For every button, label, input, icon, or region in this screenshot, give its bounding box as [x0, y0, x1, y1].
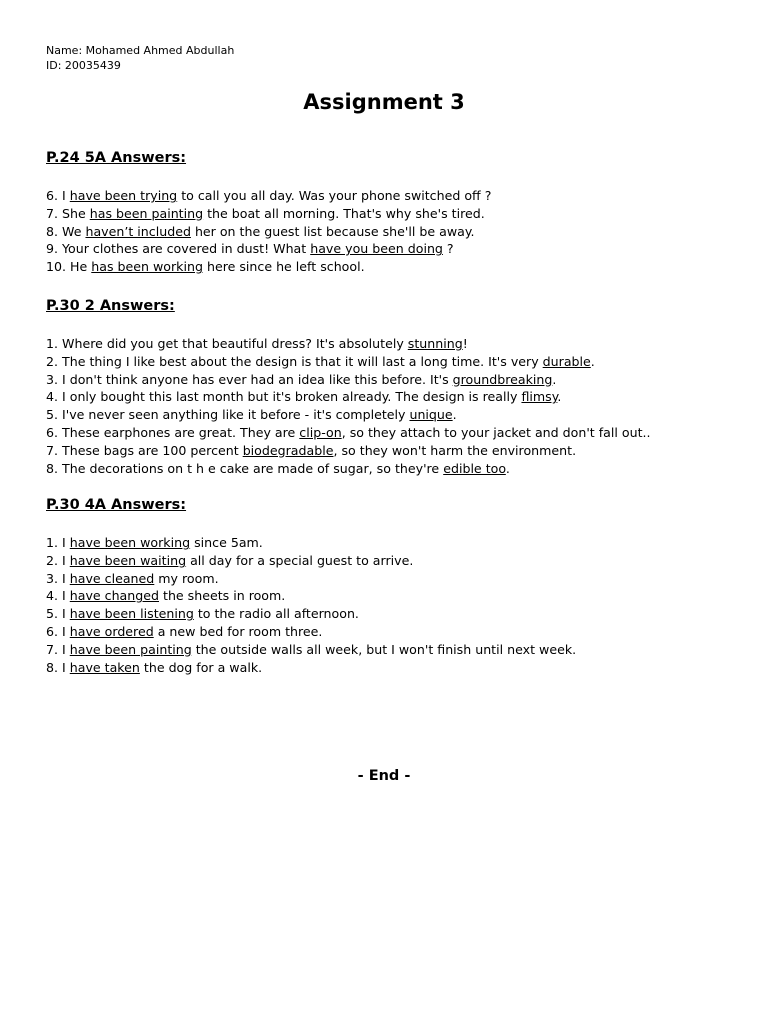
- answer-text: have you been doing: [310, 241, 443, 257]
- answer-text: biodegradable: [242, 442, 334, 458]
- answer-text: has been painting: [89, 205, 204, 221]
- answer-line: 2. The thing I like best about the design is that it will last a long time. It's very durable.: [46, 353, 595, 369]
- student-id: ID: 20035439: [46, 58, 121, 72]
- answer-list: [46, 534, 726, 676]
- answer-line: 8. The decorations on t h e cake are made of sugar, so they're edible too.: [46, 460, 510, 476]
- answer-text: have cleaned: [69, 570, 155, 586]
- answer-line: 2. I have been waiting all day for a special guest to arrive.: [46, 552, 414, 568]
- answer-text: unique: [409, 407, 453, 423]
- end-marker: - End -: [357, 768, 411, 784]
- answer-text: durable: [542, 353, 591, 369]
- answer-text: have been waiting: [69, 552, 187, 568]
- answer-text: have been trying: [69, 188, 178, 203]
- student-info: [46, 44, 234, 73]
- answer-line: 1. I have been working since 5am.: [46, 535, 263, 550]
- answer-line: 3. I have cleaned my room.: [46, 570, 219, 586]
- student-name: Name: Mohamed Ahmed Abdullah: [46, 44, 235, 57]
- answer-line: 10. He has been working here since he left school.: [46, 259, 365, 275]
- answer-line: 5. I've never seen anything like it before - it's completely unique.: [46, 407, 457, 423]
- answer-text: have been painting: [69, 641, 192, 657]
- section-p24-5a: [46, 148, 726, 276]
- answer-text: have taken: [69, 659, 140, 675]
- answer-line: 6. I have ordered a new bed for room three.: [46, 623, 323, 639]
- answer-line: 1. Where did you get that beautiful dress? It's absolutely stunning!: [46, 336, 468, 351]
- answer-text: groundbreaking: [452, 371, 553, 387]
- answer-list: [46, 335, 726, 477]
- answer-line: 6. I have been trying to call you all day. Was your phone switched off ?: [46, 188, 492, 203]
- answer-line: 8. We haven’t included her on the guest list because she'll be away.: [46, 223, 475, 239]
- answer-list: [46, 187, 726, 276]
- answer-text: has been working: [91, 259, 203, 275]
- answer-text: clip-on: [299, 424, 342, 440]
- answer-text: haven’t included: [85, 223, 191, 239]
- page-title: Assignment 3: [303, 90, 465, 114]
- section-heading: P.24 5A Answers:: [46, 150, 187, 166]
- answer-line: 6. These earphones are great. They are clip-on, so they attach to your jacket and don't fall out..: [46, 424, 651, 440]
- section-p30-2: [46, 296, 726, 477]
- answer-line: 9. Your clothes are covered in dust! What have you been doing ?: [46, 241, 454, 257]
- answer-text: stunning: [407, 336, 463, 351]
- answer-line: 4. I have changed the sheets in room.: [46, 588, 286, 604]
- answer-line: 7. I have been painting the outside walls all week, but I won't finish until next week.: [46, 641, 577, 657]
- answer-text: flimsy: [521, 389, 558, 405]
- answer-text: have ordered: [69, 623, 154, 639]
- section-p30-4a: [46, 495, 726, 676]
- answer-line: 5. I have been listening to the radio all afternoon.: [46, 606, 359, 622]
- section-heading: P.30 2 Answers:: [46, 298, 175, 314]
- answer-text: have been listening: [69, 606, 194, 622]
- answer-text: have changed: [69, 588, 159, 604]
- answer-line: 8. I have taken the dog for a walk.: [46, 659, 263, 675]
- answer-text: have been working: [69, 535, 191, 550]
- answer-line: 7. These bags are 100 percent biodegradable, so they won't harm the environment.: [46, 442, 577, 458]
- section-heading: P.30 4A Answers:: [46, 497, 187, 513]
- answer-line: 7. She has been painting the boat all morning. That's why she's tired.: [46, 205, 485, 221]
- answer-line: 4. I only bought this last month but it's broken already. The design is really flimsy.: [46, 389, 562, 405]
- answer-text: edible too: [443, 460, 506, 476]
- answer-line: 3. I don't think anyone has ever had an idea like this before. It's groundbreaking.: [46, 371, 557, 387]
